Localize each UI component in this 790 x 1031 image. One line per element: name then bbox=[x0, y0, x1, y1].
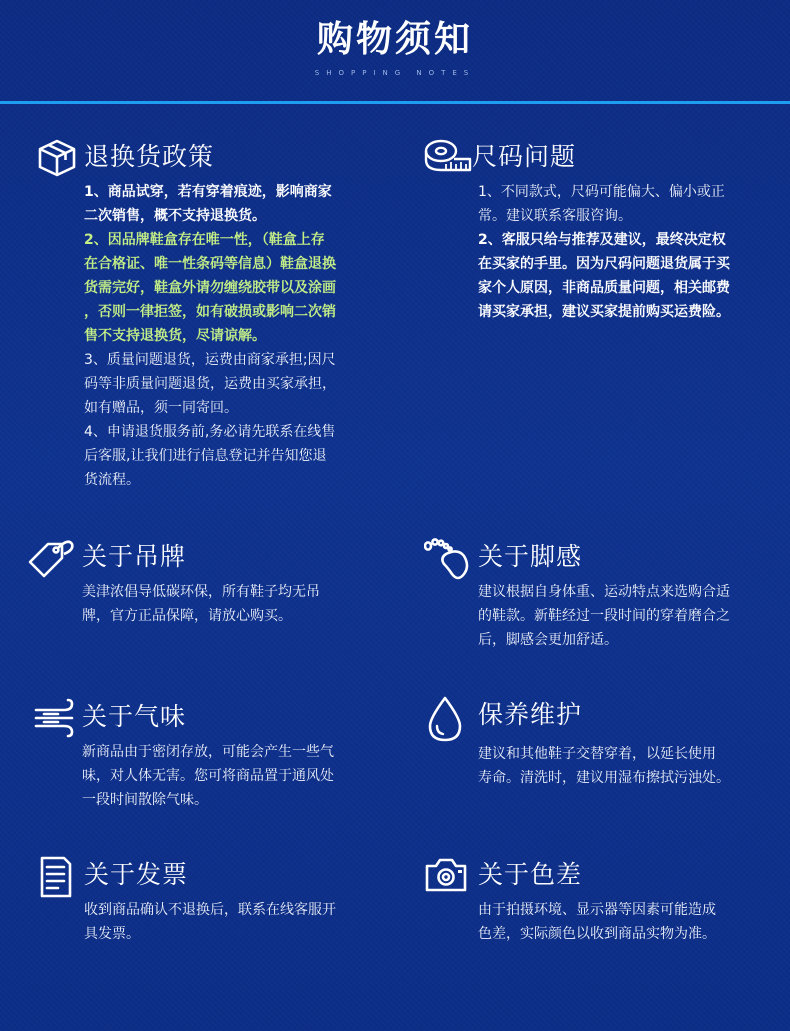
text-line: 家个人原因，非商品质量问题，相关邮费 bbox=[478, 280, 730, 296]
text-line: 常。建议联系客服咨询。 bbox=[478, 208, 632, 224]
section-smell-body bbox=[82, 740, 334, 812]
section-color-body bbox=[478, 898, 716, 946]
price-tag-icon bbox=[28, 538, 70, 578]
text-line: 二次销售，概不支持退换货。 bbox=[84, 208, 266, 224]
text-line: 售不支持退换货，尽请谅解。 bbox=[84, 328, 266, 344]
section-tag bbox=[28, 538, 388, 638]
returns-rule-3 bbox=[84, 348, 336, 420]
section-size-body bbox=[478, 180, 730, 324]
tape-measure-icon bbox=[424, 138, 466, 178]
text-line: 一段时间散除气味。 bbox=[82, 792, 208, 808]
section-care-title: 保养维护 bbox=[478, 700, 583, 729]
text-line: 具发票。 bbox=[84, 926, 140, 942]
section-invoice-title: 关于发票 bbox=[84, 860, 189, 889]
smell-text bbox=[82, 740, 334, 812]
text-line: 4、申请退货服务前,务必请先联系在线售 bbox=[84, 424, 336, 440]
section-invoice bbox=[36, 856, 386, 956]
text-line: 2、因品牌鞋盒存在唯一性，（鞋盒上存 bbox=[84, 232, 325, 248]
section-feel-title: 关于脚感 bbox=[478, 542, 583, 571]
feel-text bbox=[478, 580, 730, 652]
footprint-icon bbox=[424, 538, 466, 578]
text-line: 收到商品确认不退换后，联系在线客服开 bbox=[84, 902, 336, 918]
page-title: 购物须知 bbox=[316, 19, 473, 60]
section-size-title: 尺码问题 bbox=[472, 142, 577, 171]
section-tag-body bbox=[82, 580, 320, 628]
text-line: 如有赠品，须一同寄回。 bbox=[84, 400, 238, 416]
returns-rule-2 bbox=[84, 228, 336, 348]
text-line: ，否则一律拒签，如有破损或影响二次销 bbox=[84, 304, 336, 320]
text-line: 美津浓倡导低碳环保，所有鞋子均无吊 bbox=[82, 584, 320, 600]
text-line: 1、商品试穿，若有穿着痕迹，影响商家 bbox=[84, 184, 332, 200]
size-rule-2 bbox=[478, 228, 730, 324]
returns-rule-1 bbox=[84, 180, 336, 228]
text-line: 的鞋款。新鞋经过一段时间的穿着磨合之 bbox=[478, 608, 730, 624]
section-smell-title: 关于气味 bbox=[82, 702, 187, 731]
text-line: 1、不同款式，尺码可能偏大、偏小或正 bbox=[478, 184, 725, 200]
text-line: 请买家承担，建议买家提前购买运费险。 bbox=[478, 304, 730, 320]
text-line: 建议根据自身体重、运动特点来选购合适 bbox=[478, 584, 730, 600]
section-feel-body bbox=[478, 580, 730, 652]
section-smell bbox=[34, 698, 384, 818]
text-line: 新商品由于密闭存放，可能会产生一些气 bbox=[82, 744, 334, 760]
size-rule-1 bbox=[478, 180, 730, 228]
camera-icon bbox=[424, 856, 466, 896]
care-text bbox=[478, 742, 730, 790]
text-line: 码等非质量问题退货，运费由买家承担， bbox=[84, 376, 336, 392]
section-care-body bbox=[478, 742, 730, 790]
text-line: 牌，官方正品保障，请放心购买。 bbox=[82, 608, 292, 624]
section-feel bbox=[424, 538, 774, 658]
water-drop-icon bbox=[424, 696, 466, 736]
text-line: 2、客服只给与推荐及建议，最终决定权 bbox=[478, 232, 726, 248]
section-size bbox=[424, 138, 774, 338]
header bbox=[0, 0, 790, 100]
section-returns-title: 退换货政策 bbox=[84, 142, 215, 171]
text-line: 后，脚感会更加舒适。 bbox=[478, 632, 618, 648]
section-care bbox=[424, 696, 774, 806]
text-line: 在买家的手里。因为尺码问题退货属于买 bbox=[478, 256, 730, 272]
text-line: 货需完好，鞋盒外请勿缠绕胶带以及涂画 bbox=[84, 280, 336, 296]
text-line: 由于拍摄环境、显示器等因素可能造成 bbox=[478, 902, 716, 918]
tag-text bbox=[82, 580, 320, 628]
wind-icon bbox=[34, 698, 76, 738]
section-returns bbox=[36, 138, 386, 498]
section-color bbox=[424, 856, 774, 956]
text-line: 在合格证、唯一性条码等信息）鞋盒退换 bbox=[84, 256, 336, 272]
text-line: 味，对人体无害。您可将商品置于通风处 bbox=[82, 768, 334, 784]
text-line: 寿命。清洗时，建议用湿布擦拭污浊处。 bbox=[478, 770, 730, 786]
header-divider bbox=[0, 101, 790, 104]
text-line: 建议和其他鞋子交替穿着，以延长使用 bbox=[478, 746, 716, 762]
section-tag-title: 关于吊牌 bbox=[82, 542, 187, 571]
invoice-text bbox=[84, 898, 336, 946]
text-line: 货流程。 bbox=[84, 472, 140, 488]
text-line: 后客服,让我们进行信息登记并告知您退 bbox=[84, 448, 327, 464]
section-color-title: 关于色差 bbox=[478, 860, 583, 889]
box-icon bbox=[36, 138, 78, 178]
returns-rule-4 bbox=[84, 420, 336, 492]
section-invoice-body bbox=[84, 898, 336, 946]
page-subtitle: SHOPPING NOTES bbox=[314, 69, 476, 77]
color-text bbox=[478, 898, 716, 946]
section-returns-body bbox=[84, 180, 336, 492]
text-line: 3、质量问题退货，运费由商家承担;因尺 bbox=[84, 352, 336, 368]
document-icon bbox=[36, 856, 78, 896]
text-line: 色差，实际颜色以收到商品实物为准。 bbox=[478, 926, 716, 942]
